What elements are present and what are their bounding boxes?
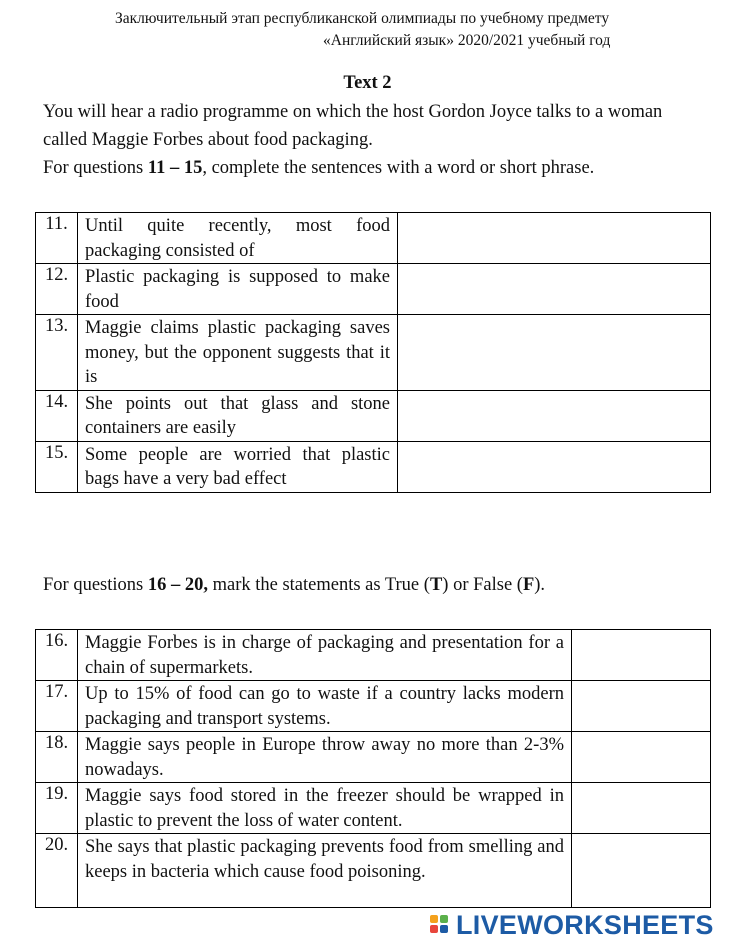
table-row [36, 681, 711, 732]
instruction-2-pre: For questions [43, 575, 148, 595]
liveworksheets-logo [430, 910, 714, 940]
instruction-2-mid2: ) or False ( [442, 575, 523, 595]
liveworksheets-logo-text: LIVEWORKSHEETS [456, 909, 714, 940]
instruction-2-post: ). [534, 575, 546, 595]
answer-cell[interactable] [398, 390, 711, 441]
instruction-2-true: T [429, 575, 443, 595]
question-number: 12. [36, 264, 78, 315]
page-title: Text 2 [343, 73, 392, 93]
header-line-1: Заключительный этап республиканской олимпиады по учебному предмету [115, 10, 610, 27]
statement-text: She says that plastic packaging prevents food from smelling and keeps in bacteria which cause food poisoning. [78, 834, 572, 908]
instruction-2-mid: mark the statements as True ( [207, 575, 430, 595]
question-text: Plastic packaging is supposed to make food [78, 264, 398, 315]
table-row [36, 390, 711, 441]
table-row [36, 834, 711, 908]
instruction-1-range: 11 – 15 [147, 158, 203, 178]
question-text: She points out that glass and stone containers are easily [78, 390, 398, 441]
statement-number: 19. [36, 783, 78, 834]
statement-text: Maggie says people in Europe throw away no more than 2-3% nowadays. [78, 732, 572, 783]
question-number: 13. [36, 315, 78, 391]
statement-number: 17. [36, 681, 78, 732]
statement-text: Maggie says food stored in the freezer should be wrapped in plastic to prevent the loss of water content. [78, 783, 572, 834]
instruction-2-false: F [522, 575, 535, 595]
answer-cell[interactable] [572, 834, 711, 908]
true-false-table [35, 629, 711, 908]
table-row [36, 315, 711, 391]
answer-cell[interactable] [398, 315, 711, 391]
statement-number: 20. [36, 834, 78, 908]
intro-text: You will hear a radio programme on which the host Gordon Joyce talks to a woman called Maggie Forbes about food packaging. [43, 102, 663, 150]
table-row [36, 213, 711, 264]
instruction-1-pre: For questions [43, 158, 148, 178]
question-text: Until quite recently, most food packaging consisted of [78, 213, 398, 264]
instruction-1 [43, 154, 708, 182]
header-line-2: «Английский язык» 2020/2021 учебный год [323, 32, 611, 49]
table-row [36, 441, 711, 492]
question-number: 14. [36, 390, 78, 441]
instruction-1-post: , complete the sentences with a word or short phrase. [202, 158, 595, 178]
statement-number: 18. [36, 732, 78, 783]
answer-cell[interactable] [572, 732, 711, 783]
statement-text: Up to 15% of food can go to waste if a country lacks modern packaging and transport systems. [78, 681, 572, 732]
question-text: Maggie claims plastic packaging saves money, but the opponent suggests that it is [78, 315, 398, 391]
completion-table [35, 212, 711, 493]
answer-cell[interactable] [572, 783, 711, 834]
question-number: 15. [36, 441, 78, 492]
question-text: Some people are worried that plastic bags have a very bad effect [78, 441, 398, 492]
table-row [36, 783, 711, 834]
answer-cell[interactable] [572, 630, 711, 681]
instruction-2 [43, 571, 708, 599]
liveworksheets-logo-icon [430, 913, 450, 937]
statement-number: 16. [36, 630, 78, 681]
instruction-2-range: 16 – 20, [147, 575, 208, 595]
answer-cell[interactable] [398, 441, 711, 492]
statement-text: Maggie Forbes is in charge of packaging and presentation for a chain of supermarkets. [78, 630, 572, 681]
table-row [36, 264, 711, 315]
table-row [36, 630, 711, 681]
question-number: 11. [36, 213, 78, 264]
table-row [36, 732, 711, 783]
answer-cell[interactable] [398, 264, 711, 315]
answer-cell[interactable] [398, 213, 711, 264]
answer-cell[interactable] [572, 681, 711, 732]
